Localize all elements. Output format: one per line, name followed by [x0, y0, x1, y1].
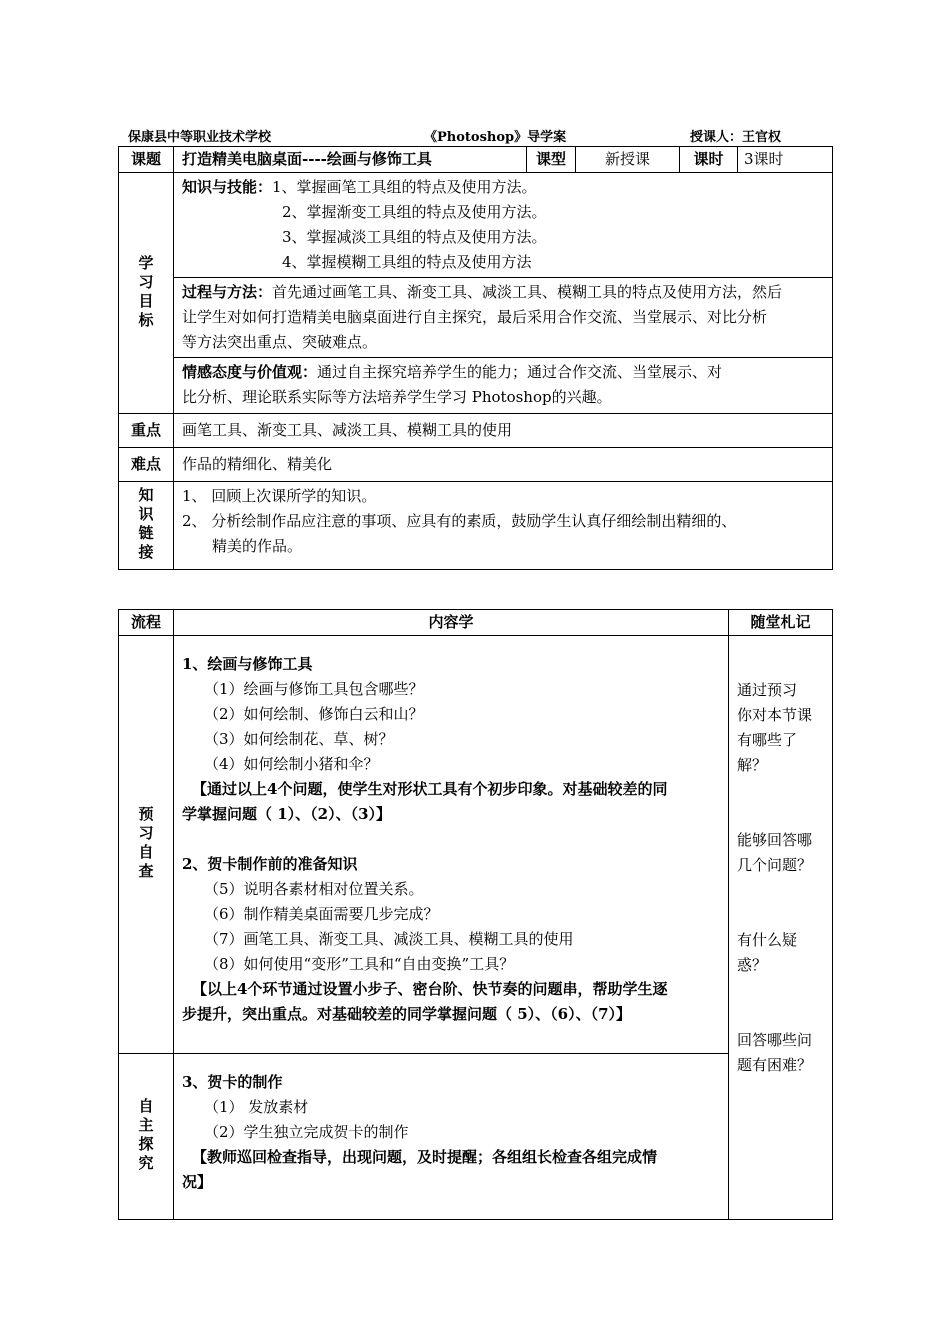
process-line-3: 等方法突出重点、突破难点。: [182, 333, 378, 351]
link-cell: [174, 482, 833, 570]
page-header: [128, 126, 818, 146]
preview-tip-2b: 步提升，突出重点。对基础较差的同学掌握问题（ 5）、（6）、（7）】: [182, 1005, 632, 1023]
link-item-3: 精美的作品。: [212, 537, 303, 555]
knowledge-item-2: 2、掌握渐变工具组的特点及使用方法。: [282, 203, 547, 221]
preview-q5: （5）说明各素材相对位置关系。: [204, 880, 424, 898]
link-item-2: 2、 分析绘制作品应注意的事项、应具有的素质，鼓励学生认真仔细绘制出精细的、: [182, 512, 737, 530]
preview-tip-2a: 【以上4个环节通过设置小步子、密台阶、快节奏的问题串，帮助学生逐: [192, 980, 668, 998]
attitude-label: 情感态度与价值观：: [182, 363, 318, 381]
preview-tip-1a: 【通过以上4个问题，使学生对形状工具有个初步印象。对基础较差的同: [192, 780, 668, 798]
preview-title-2: 2、贺卡制作前的准备知识: [182, 855, 358, 873]
preview-content: [174, 636, 729, 1054]
process-line-1: 首先通过画笔工具、渐变工具、减淡工具、模糊工具的特点及使用方法，然后: [272, 283, 783, 301]
process-label: 过程与方法：: [182, 283, 273, 301]
lesson-info-table: [118, 146, 833, 570]
explore-q1: （1） 发放素材: [204, 1098, 309, 1116]
process-cell: [174, 278, 833, 358]
lesson-flow-table: [118, 609, 833, 1220]
preview-q1: （1）绘画与修饰工具包含哪些？: [204, 680, 424, 698]
key-value: 画笔工具、渐变工具、减淡工具、模糊工具的使用: [174, 414, 833, 448]
note-1-line-2: 你对本节课: [737, 706, 813, 724]
note-1-line-3: 有哪些了: [737, 731, 798, 749]
explore-tip-3b: 况】: [182, 1173, 213, 1191]
topic-label: 课题: [119, 147, 174, 173]
col-flow: 流程: [119, 610, 174, 636]
note-block-1: [737, 678, 824, 778]
difficulty-label: 难点: [119, 448, 174, 482]
col-content: 内容学: [174, 610, 729, 636]
preview-q7: （7）画笔工具、渐变工具、减淡工具、模糊工具的使用: [204, 930, 574, 948]
note-block-4: [737, 1028, 824, 1078]
knowledge-cell: [174, 173, 833, 278]
knowledge-item-3: 3、掌握减淡工具组的特点及使用方法。: [282, 228, 547, 246]
note-block-3: [737, 928, 824, 978]
explore-tip-3a: 【教师巡回检查指导，出现问题，及时提醒；各组组长检查各组完成情: [192, 1148, 658, 1166]
knowledge-item-4: 4、掌握模糊工具组的特点及使用方法: [282, 253, 532, 271]
type-label: 课型: [527, 147, 576, 173]
note-block-2: [737, 828, 824, 878]
note-2-line-2: 几个问题？: [737, 856, 813, 874]
section-explore-label: [119, 1054, 174, 1220]
preview-q4: （4）如何绘制小猪和伞？: [204, 755, 379, 773]
attitude-line-1: 通过自主探究培养学生的能力；通过合作交流、当堂展示、对: [317, 363, 723, 381]
note-1-line-4: 解？: [737, 756, 768, 774]
note-4-line-2: 题有困难？: [737, 1056, 813, 1074]
note-2-line-1: 能够回答哪: [737, 831, 813, 849]
note-3-line-1: 有什么疑: [737, 931, 798, 949]
hours-label: 课时: [680, 147, 738, 173]
preview-q3: （3）如何绘制花、草、树？: [204, 730, 394, 748]
section-explore-text: 自主探究: [138, 1097, 154, 1172]
preview-title-1: 1、绘画与修饰工具: [182, 655, 313, 673]
course-name: 《Photoshop》导学案: [424, 130, 567, 145]
type-value: 新授课: [576, 147, 680, 173]
explore-content: [174, 1054, 729, 1220]
objectives-label-text: 学习目标: [138, 253, 154, 329]
section-preview-label: [119, 636, 174, 1054]
link-label-text: 知识链接: [138, 486, 154, 561]
knowledge-item-1: 1、掌握画笔工具组的特点及使用方法。: [272, 178, 537, 196]
link-item-1: 1、 回顾上次课所学的知识。: [182, 487, 377, 505]
hours-value: 3课时: [738, 147, 833, 173]
note-1-line-1: 通过预习: [737, 681, 798, 699]
col-notes: 随堂札记: [729, 610, 833, 636]
topic-value: 打造精美电脑桌面----绘画与修饰工具: [174, 147, 527, 173]
link-label: [119, 482, 174, 570]
objectives-label: [119, 173, 174, 414]
difficulty-value: 作品的精细化、精美化: [174, 448, 833, 482]
attitude-cell: [174, 358, 833, 414]
explore-q2: （2）学生独立完成贺卡的制作: [204, 1123, 409, 1141]
school-name: 保康县中等职业技术学校: [128, 130, 272, 145]
explore-title-3: 3、贺卡的制作: [182, 1073, 283, 1091]
knowledge-label: 知识与技能：: [182, 178, 273, 196]
note-3-line-2: 惑？: [737, 956, 768, 974]
preview-q8: （8）如何使用“变形”工具和“自由变换”工具？: [204, 955, 515, 973]
teacher-name: 授课人：王官权: [690, 130, 782, 145]
notes-cell: [729, 636, 833, 1220]
note-4-line-1: 回答哪些问: [737, 1031, 813, 1049]
attitude-line-2: 比分析、理论联系实际等方法培养学生学习 Photoshop的兴趣。: [182, 388, 612, 406]
preview-q2: （2）如何绘制、修饰白云和山？: [204, 705, 424, 723]
key-label: 重点: [119, 414, 174, 448]
section-preview-text: 预习自查: [138, 805, 154, 880]
process-line-2: 让学生对如何打造精美电脑桌面进行自主探究，最后采用合作交流、当堂展示、对比分析: [182, 308, 768, 326]
preview-q6: （6）制作精美桌面需要几步完成？: [204, 905, 439, 923]
preview-tip-1b: 学掌握问题（ 1）、（2）、（3）】: [182, 805, 392, 823]
